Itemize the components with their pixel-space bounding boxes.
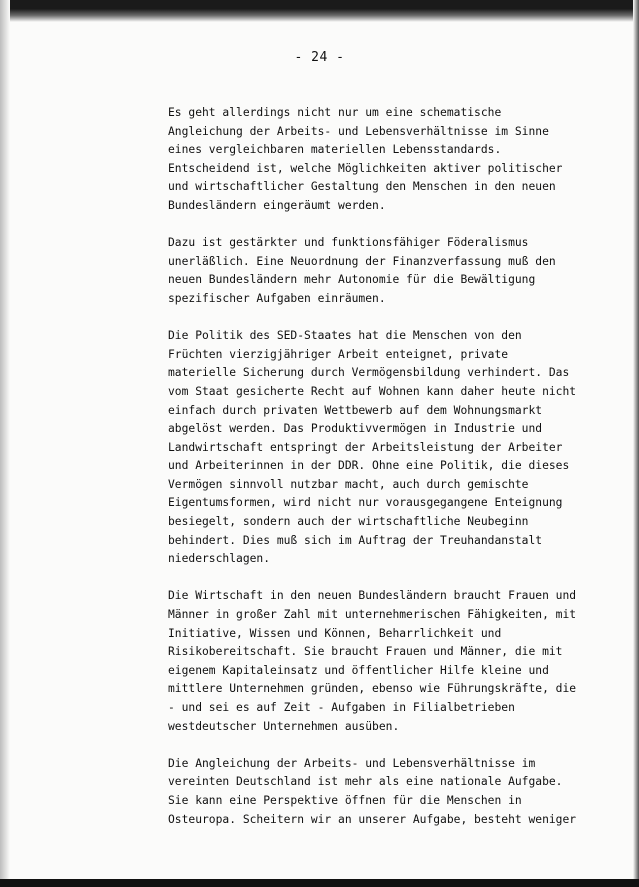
scan-edge-left — [0, 0, 10, 887]
text-line: und Arbeiterinnen in der DDR. Ohne eine Politik, die dieses — [168, 459, 570, 473]
text-line: Die Wirtschaft in den neuen Bundesländern braucht Frauen und — [168, 589, 577, 603]
paragraph — [168, 755, 618, 829]
text-line: Angleichung der Arbeits- und Lebensverhältnisse im Sinne — [168, 124, 549, 138]
text-line: Landwirtschaft entspringt der Arbeitsleistung der Arbeiter — [168, 440, 563, 454]
text-line: abgelöst werden. Das Produktivvermögen in Industrie und — [168, 422, 543, 436]
text-line: Dazu ist gestärkter und funktionsfähiger Föderalismus — [168, 236, 529, 250]
text-line: vom Staat gesicherte Recht auf Wohnen kann daher heute nicht — [168, 384, 577, 398]
text-line: Früchten vierzigjähriger Arbeit enteignet, private — [168, 347, 509, 361]
text-line: neuen Bundesländern mehr Autonomie für die Bewältigung — [168, 273, 536, 287]
text-line: und wirtschaftlicher Gestaltung den Menschen in den neuen — [168, 180, 556, 194]
text-line: Es geht allerdings nicht nur um eine schematische — [168, 106, 502, 119]
body-text — [168, 104, 618, 848]
text-line: Eigentumsformen, wird nicht nur vorausgegangene Enteignung — [168, 496, 563, 510]
text-line: niederschlagen. — [168, 552, 271, 566]
text-line: vereinten Deutschland ist mehr als eine nationale Aufgabe. — [168, 775, 563, 789]
paragraph — [168, 587, 618, 736]
text-line: Sie kann eine Perspektive öffnen für die Menschen in — [168, 793, 522, 807]
text-line: Die Angleichung der Arbeits- und Lebensverhältnisse im — [168, 756, 536, 770]
text-line: Bundesländern eingeräumt werden. — [168, 198, 386, 212]
text-line: besiegelt, sondern auch der wirtschaftliche Neubeginn — [168, 515, 529, 529]
text-line: spezifischer Aufgaben einräumen. — [168, 291, 386, 305]
text-line: Männer in großer Zahl mit unternehmerischen Fähigkeiten, mit — [168, 608, 577, 622]
text-line: Vermögen sinnvoll nutzbar macht, auch durch gemischte — [168, 477, 529, 491]
paragraph — [168, 327, 618, 569]
text-line: mittlere Unternehmen gründen, ebenso wie Führungskräfte, die — [168, 682, 577, 696]
text-line: materielle Sicherung durch Vermögensbildung verhindert. Das — [168, 366, 570, 380]
page-number: - 24 - — [294, 50, 345, 65]
text-line: Entscheidend ist, welche Möglichkeiten aktiver politischer — [168, 161, 563, 175]
text-line: westdeutscher Unternehmen ausüben. — [168, 719, 400, 733]
text-line: behindert. Dies muß sich im Auftrag der Treuhandanstalt — [168, 533, 543, 547]
text-line: Initiative, Wissen und Können, Beharrlichkeit und — [168, 626, 502, 640]
paragraph — [168, 104, 618, 216]
text-line: unerläßlich. Eine Neuordnung der Finanzverfassung muß den — [168, 254, 556, 268]
text-line: eines vergleichbaren materiellen Lebensstandards. — [168, 143, 502, 157]
text-line: Die Politik des SED-Staates hat die Menschen von den — [168, 329, 522, 343]
text-line: - und sei es auf Zeit - Aufgaben in Filialbetrieben — [168, 701, 515, 714]
text-line: Osteuropa. Scheitern wir an unserer Aufgabe, besteht weniger — [168, 812, 577, 826]
scan-edge-top — [0, 0, 639, 22]
text-line: einfach durch privaten Wettbewerb auf dem Wohnungsmarkt — [168, 403, 543, 417]
paragraph — [168, 234, 618, 308]
scan-edge-bottom — [0, 879, 639, 887]
scan-edge-right — [633, 0, 639, 887]
text-line: eigenem Kapitaleinsatz und öffentlicher Hilfe kleine und — [168, 663, 549, 677]
text-line: Risikobereitschaft. Sie braucht Frauen und Männer, die mit — [168, 645, 563, 659]
